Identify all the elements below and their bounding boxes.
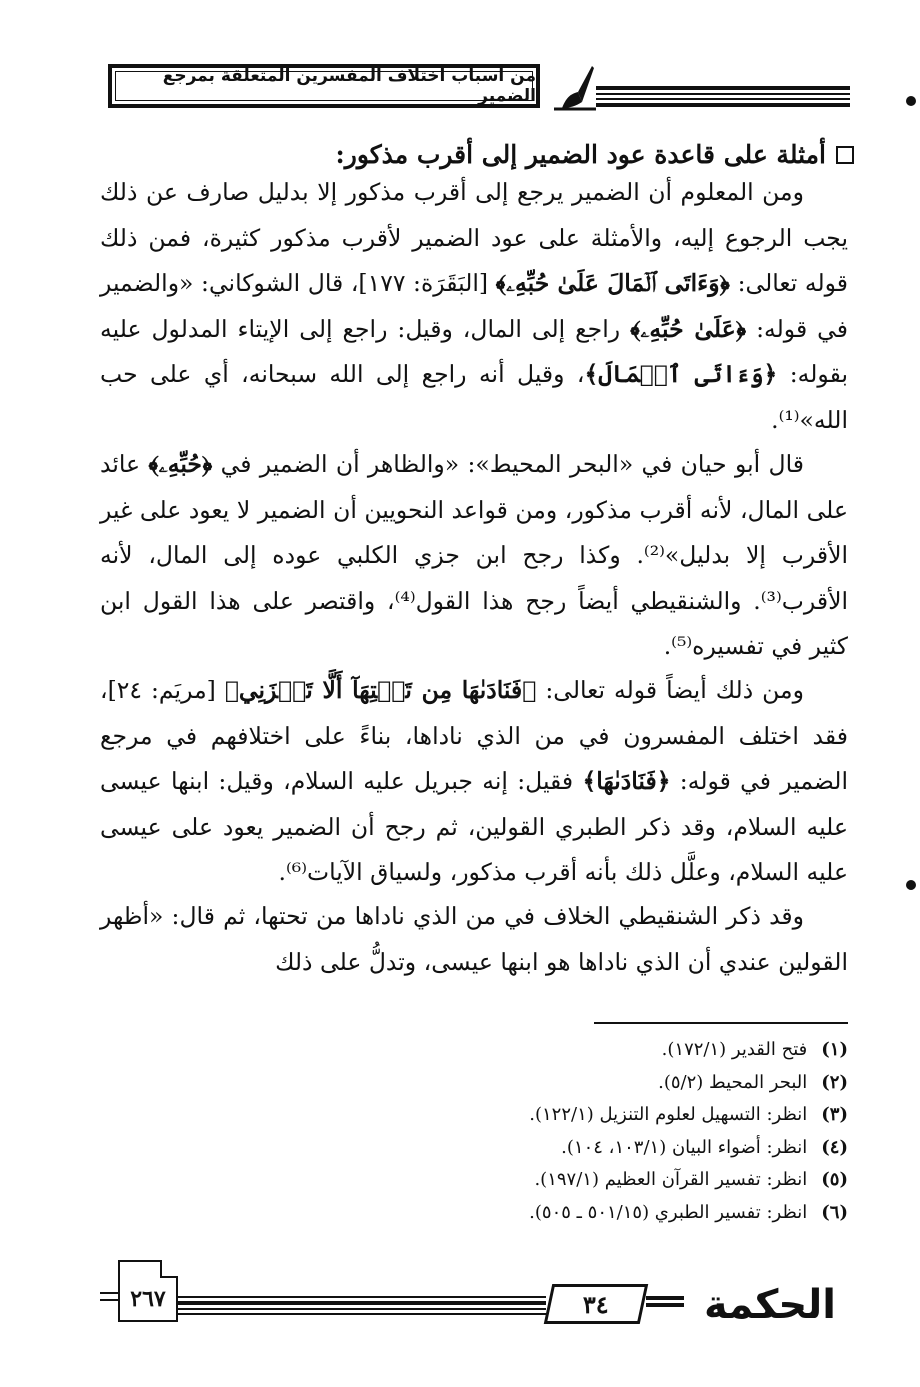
- footnote-number: (٣): [821, 1104, 848, 1125]
- footnote-number: (٤): [821, 1136, 848, 1158]
- footnote-item: [248, 1197, 848, 1230]
- footnote-text: فتح القدير (١٧٢/١).: [661, 1039, 808, 1060]
- paragraph-text: قال أبو حيان في «البحر المحيط»: «والظاهر أن الضمير في: [212, 450, 804, 478]
- footnote-item: [248, 1067, 848, 1100]
- paragraph-text: [البَقَرَة: ١٧٧]، قال الشوكاني: «والضمير في قوله:: [100, 269, 849, 343]
- quran-quote: ﴿عَلَىٰ حُبِّهِۦ﴾: [630, 314, 747, 343]
- quran-quote: ﴿وَءَاتَى ٱلۡمَالَ عَلَىٰ حُبِّهِۦ﴾: [495, 269, 730, 297]
- section-heading: [336, 138, 854, 172]
- footnote-number: (٦): [821, 1201, 848, 1223]
- paragraph-text: وقد ذكر الشنقيطي الخلاف في من الذي ناداها من تحتها، ثم قال: «أظهر القولين عندي أن الذي ناداها هو ابنها عيسى، وتدلُّ على ذلك: [100, 902, 848, 976]
- quran-quote: ﴿فَنَادَىٰهَا﴾: [582, 767, 671, 795]
- page-number-tab: [118, 1260, 178, 1322]
- issue-number: ٣٤: [583, 1289, 609, 1319]
- section-heading-text: أمثلة على قاعدة عود الضمير إلى أقرب مذكور:: [335, 140, 826, 169]
- header-frame: [108, 64, 540, 108]
- paragraph-4: [100, 894, 848, 985]
- quill-pen-icon: [552, 62, 598, 112]
- footnote-text: انظر: أضواء البيان (١٠٣/١، ١٠٤).: [561, 1136, 808, 1158]
- page-number: ٢٦٧: [130, 1286, 166, 1312]
- margin-dot-middle: [906, 880, 916, 890]
- paragraph-2: [100, 442, 848, 670]
- footnote-item: [248, 1132, 848, 1165]
- footnotes-list: [248, 1034, 848, 1229]
- footnote-number: (٢): [821, 1071, 848, 1093]
- header-rule: [596, 86, 850, 110]
- footnote-text: انظر: التسهيل لعلوم التنزيل (١٢٢/١).: [529, 1104, 808, 1125]
- paragraph-text: فقيل: إنه جبريل عليه السلام، وقيل: ابنها عيسى عليه السلام، وقد ذكر الطبري القولين، ثم رجح أن الضمير يعود على عيسى عليه السلام، وعلَّل ذلك بأنه أقرب مذكور، ولسياق الآيات⁽⁶⁾.: [100, 767, 848, 886]
- magazine-logo: الحكمة: [704, 1282, 836, 1328]
- footnote-text: البحر المحيط (٥/٢).: [658, 1071, 808, 1093]
- header-title: من أسباب اختلاف المفسرين المتعلقة بمرجع الضمير: [162, 66, 536, 106]
- paragraph-text: ، وقيل أنه راجع إلى الله سبحانه، أي على حب الله»⁽¹⁾.: [100, 360, 848, 434]
- issue-number-tab: [544, 1284, 649, 1324]
- footnote-item: [248, 1164, 848, 1197]
- footer-equals-mark: [646, 1296, 684, 1310]
- paragraph-text: ومن المعلوم أن الضمير يرجع إلى أقرب مذكور إلا بدليل صارف عن ذلك يجب الرجوع إليه، والأمثلة على عود الضمير لأقرب مذكور كثيرة، فمن ذلك قوله تعالى:: [100, 178, 848, 297]
- footer-rule: [176, 1296, 546, 1318]
- margin-dot-top: [906, 96, 916, 106]
- footnote-text: انظر: تفسير القرآن العظيم (١٩٧/١).: [534, 1169, 808, 1190]
- quran-quote: ﴿حُبِّهِۦ﴾: [148, 450, 213, 478]
- footnote-separator: [594, 1022, 848, 1024]
- footnote-number: (١): [821, 1039, 848, 1060]
- footer-dash-left: [100, 1292, 120, 1306]
- checkbox-bullet-icon: [836, 146, 854, 164]
- quran-quote: ﴿وَءَاتَى ٱلۡمَالَ﴾: [584, 360, 778, 388]
- paragraph-text: [مريَم: ٢٤]، فقد اختلف المفسرون في من الذي ناداها، بناءً على اختلافهم في مرجع الضمير في قوله:: [100, 676, 848, 795]
- paragraph-text: ومن ذلك أيضاً قوله تعالى:: [536, 676, 804, 704]
- footnote-text: انظر: تفسير الطبري (٥٠١/١٥ ـ ٥٠٥).: [529, 1201, 808, 1223]
- paragraph-1: [100, 170, 848, 443]
- footnote-item: [248, 1034, 848, 1067]
- footnote-item: [248, 1099, 848, 1132]
- paragraph-text: عائد على المال، لأنه أقرب مذكور، ومن قواعد النحويين أن الضمير لا يعود على غير الأقرب إلا بدليل»⁽²⁾. وكذا رجح ابن جزي الكلبي عوده إلى المال، لأنه الأقرب⁽³⁾. والشنقيطي أيضاً رجح هذا القول⁽⁴⁾، واقتصر على هذا القول ابن كثير في تفسيره⁽⁵⁾.: [100, 450, 848, 660]
- paragraph-3: [100, 668, 848, 896]
- paragraph-text: راجع إلى المال، وقيل: راجع إلى الإيتاء المدلول عليه بقوله:: [100, 314, 848, 388]
- footnote-number: (٥): [821, 1169, 848, 1190]
- quran-quote: ﴿فَنَادَىٰهَا مِن تَحۡتِهَآ أَلَّا تَحۡزَنِي﴾: [224, 676, 537, 704]
